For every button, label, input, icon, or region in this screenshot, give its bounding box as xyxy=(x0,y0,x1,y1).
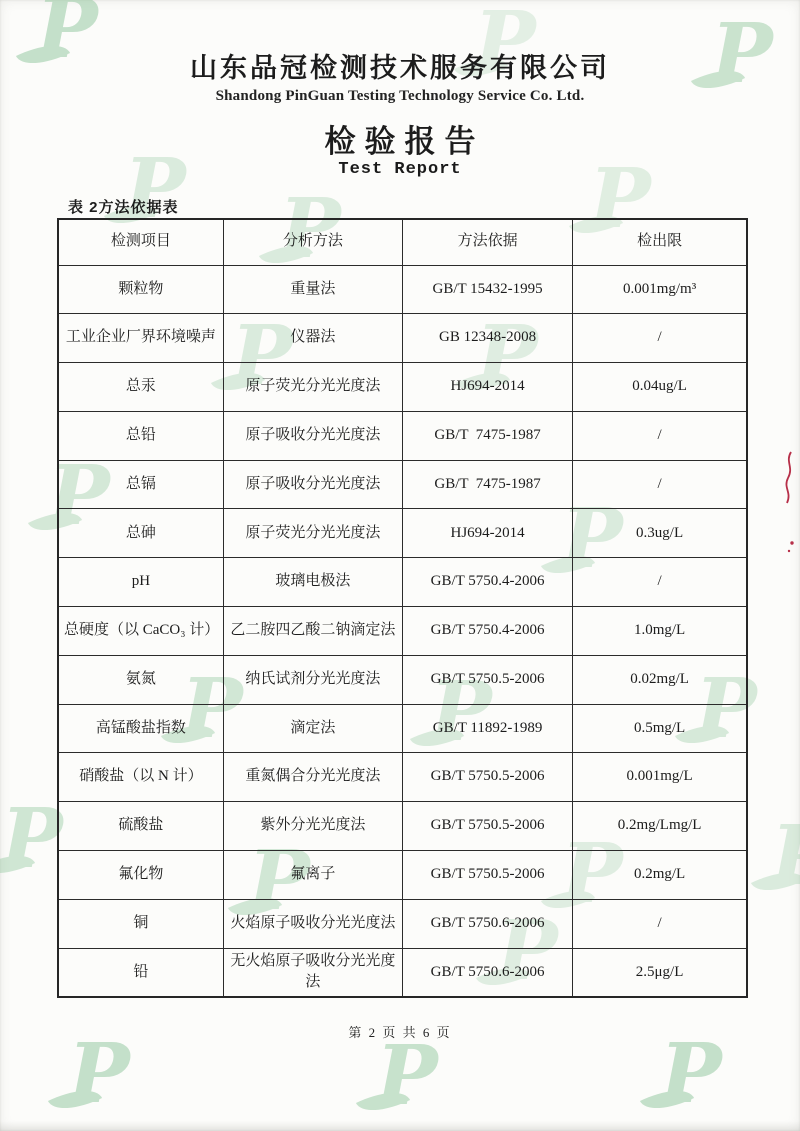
table-cell-item: 铅 xyxy=(58,948,223,997)
table-row xyxy=(58,753,747,802)
pinguan-leaf-watermark-icon xyxy=(636,1030,732,1130)
table-row xyxy=(58,607,747,656)
table-row xyxy=(58,265,747,314)
report-title-cn: 检验报告 xyxy=(324,124,485,159)
table-cell-basis: GB/T 5750.5-2006 xyxy=(402,753,572,802)
method-table-body xyxy=(58,265,747,997)
table-cell-limit: / xyxy=(573,558,747,607)
column-header-item: 检测项目 xyxy=(58,219,223,265)
table-row xyxy=(58,411,747,460)
table-cell-item: 硫酸盐 xyxy=(58,802,223,851)
table-cell-method: 重氮偶合分光光度法 xyxy=(223,753,402,802)
table-cell-basis: GB/T 5750.4-2006 xyxy=(402,558,572,607)
table-cell-method: 滴定法 xyxy=(223,704,402,753)
table-row xyxy=(58,655,747,704)
table-cell-limit: / xyxy=(573,460,747,509)
leaf-icon xyxy=(0,844,35,885)
table-row xyxy=(58,899,747,948)
page-number: 第 2 页 共 6 页 xyxy=(348,1025,452,1040)
table-cell-basis: GB/T 7475-1987 xyxy=(402,411,572,460)
table-cell-item: 高锰酸盐指数 xyxy=(58,704,223,753)
table-cell-limit: 2.5μg/L xyxy=(573,948,747,997)
table-cell-basis: GB/T 11892-1989 xyxy=(402,704,572,753)
column-header-method: 分析方法 xyxy=(223,219,402,265)
table-cell-method: 原子荧光分光光度法 xyxy=(223,363,402,412)
table-cell-basis: GB/T 5750.5-2006 xyxy=(402,802,572,851)
table-cell-limit: 0.02mg/L xyxy=(573,655,747,704)
pinguan-leaf-watermark-icon xyxy=(44,1030,140,1130)
table-cell-basis: GB/T 5750.5-2006 xyxy=(402,851,572,900)
table-row xyxy=(58,558,747,607)
table-cell-item: 总汞 xyxy=(58,363,223,412)
table-cell-limit: 0.2mg/Lmg/L xyxy=(573,802,747,851)
table-cell-basis: GB/T 5750.6-2006 xyxy=(402,899,572,948)
table-cell-method: 原子吸收分光光度法 xyxy=(223,411,402,460)
column-header-basis: 方法依据 xyxy=(402,219,572,265)
table-cell-basis: GB 12348-2008 xyxy=(402,314,572,363)
table-cell-item: 铜 xyxy=(58,899,223,948)
table-row xyxy=(58,802,747,851)
company-name-cn: 山东品冠检测技术服务有限公司 xyxy=(190,53,610,83)
table-cell-limit: 0.5mg/L xyxy=(573,704,747,753)
table-cell-method: 紫外分光光度法 xyxy=(223,802,402,851)
table-row xyxy=(58,460,747,509)
table-cell-item: 氨氮 xyxy=(58,655,223,704)
table-cell-item: 氟化物 xyxy=(58,851,223,900)
table-row xyxy=(58,948,747,997)
table-header-row xyxy=(58,219,747,265)
table-cell-limit: / xyxy=(573,314,747,363)
table-cell-method: 乙二胺四乙酸二钠滴定法 xyxy=(223,607,402,656)
table-row xyxy=(58,704,747,753)
table-row xyxy=(58,509,747,558)
table-cell-basis: GB/T 7475-1987 xyxy=(402,460,572,509)
table-cell-limit: 0.04ug/L xyxy=(573,363,747,412)
method-basis-table xyxy=(57,218,748,998)
pinguan-leaf-watermark-icon xyxy=(747,812,800,912)
table-cell-item: 颗粒物 xyxy=(58,265,223,314)
pinguan-leaf-watermark-icon xyxy=(352,1032,448,1131)
table-row xyxy=(58,314,747,363)
table-cell-item: 总铅 xyxy=(58,411,223,460)
table-cell-limit: 0.001mg/m³ xyxy=(573,265,747,314)
table-cell-basis: HJ694-2014 xyxy=(402,509,572,558)
leaf-icon xyxy=(356,1081,410,1122)
table-cell-method: 纳氏试剂分光光度法 xyxy=(223,655,402,704)
table-cell-method: 氟离子 xyxy=(223,851,402,900)
table-cell-item: 总砷 xyxy=(58,509,223,558)
table-cell-basis: HJ694-2014 xyxy=(402,363,572,412)
table-cell-method: 原子吸收分光光度法 xyxy=(223,460,402,509)
report-title-en: Test Report xyxy=(338,160,462,179)
table-cell-limit: / xyxy=(573,411,747,460)
table-cell-item: 总镉 xyxy=(58,460,223,509)
table-cell-basis: GB/T 15432-1995 xyxy=(402,265,572,314)
leaf-icon xyxy=(751,861,800,902)
table-cell-basis: GB/T 5750.4-2006 xyxy=(402,607,572,656)
table-cell-item: 工业企业厂界环境噪声 xyxy=(58,314,223,363)
red-ink-mark xyxy=(778,448,800,558)
table-cell-item: pH xyxy=(58,558,223,607)
leaf-icon xyxy=(48,1079,102,1120)
table-cell-item: 总硬度（以 CaCO₃ 计） xyxy=(58,607,223,656)
table-cell-item: 硝酸盐（以 N 计） xyxy=(58,753,223,802)
column-header-limit: 检出限 xyxy=(573,219,747,265)
table-row xyxy=(58,363,747,412)
table-row xyxy=(58,851,747,900)
table-cell-method: 无火焰原子吸收分光光度法 xyxy=(223,948,402,997)
table-cell-limit: 0.2mg/L xyxy=(573,851,747,900)
table-cell-basis: GB/T 5750.5-2006 xyxy=(402,655,572,704)
table-cell-limit: 1.0mg/L xyxy=(573,607,747,656)
table-cell-method: 玻璃电极法 xyxy=(223,558,402,607)
table-cell-method: 仪器法 xyxy=(223,314,402,363)
table-cell-limit: / xyxy=(573,899,747,948)
table-cell-method: 重量法 xyxy=(223,265,402,314)
table-cell-basis: GB/T 5750.6-2006 xyxy=(402,948,572,997)
table-caption: 表 2方法依据表 xyxy=(68,199,179,216)
table-cell-method: 火焰原子吸收分光光度法 xyxy=(223,899,402,948)
company-name-en: Shandong PinGuan Testing Technology Service Co. Ltd. xyxy=(215,88,585,104)
table-cell-limit: 0.001mg/L xyxy=(573,753,747,802)
table-cell-limit: 0.3ug/L xyxy=(573,509,747,558)
table-cell-method: 原子荧光分光光度法 xyxy=(223,509,402,558)
leaf-icon xyxy=(640,1079,694,1120)
